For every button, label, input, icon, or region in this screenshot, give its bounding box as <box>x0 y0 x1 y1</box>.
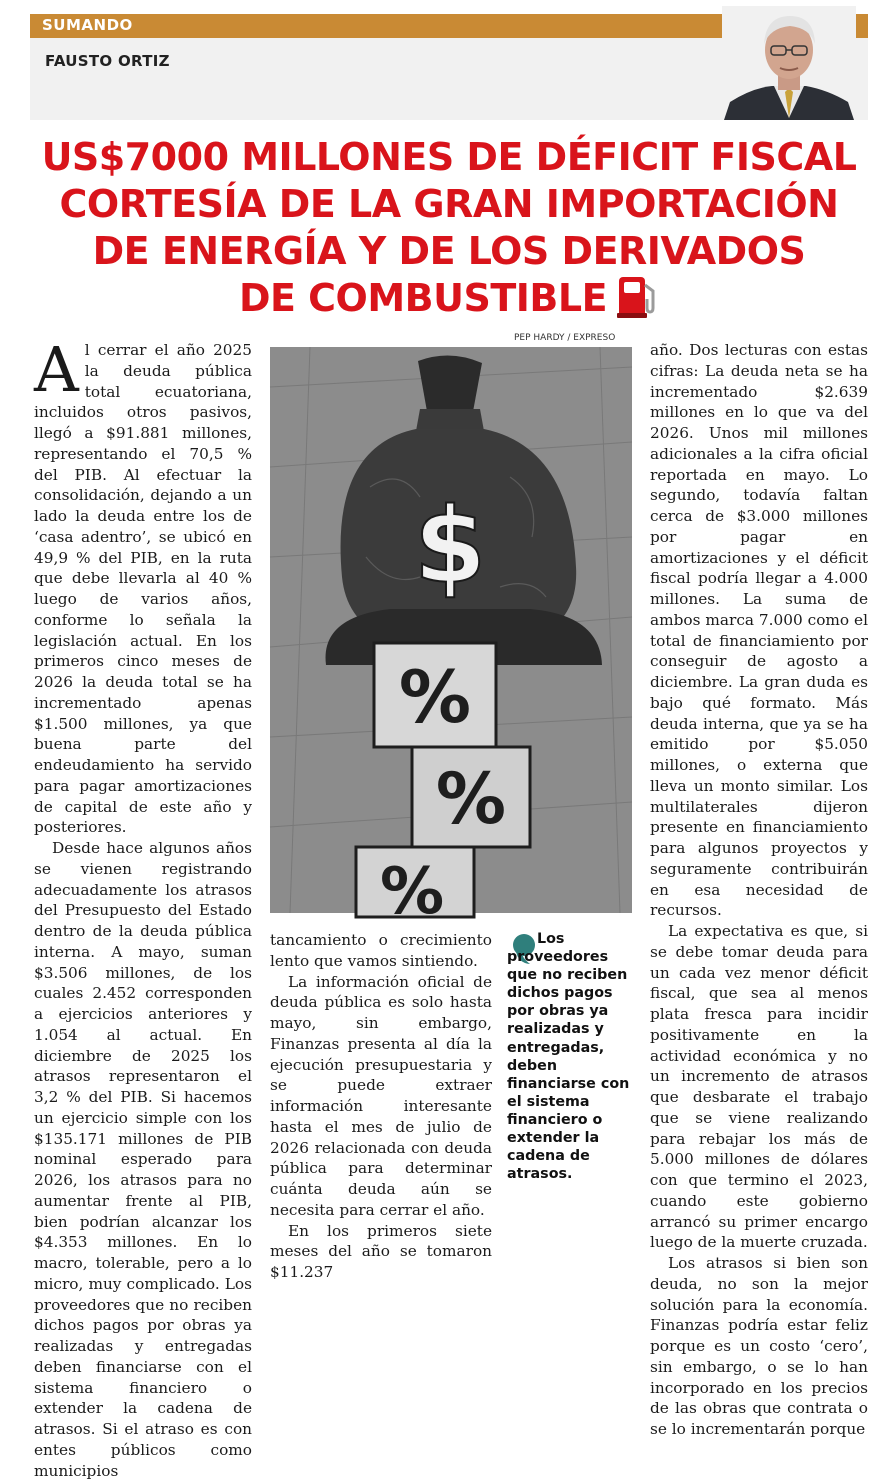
author-name: FAUSTO ORTIZ <box>45 52 170 70</box>
svg-text:$: $ <box>413 485 487 607</box>
headline <box>30 134 868 322</box>
section-label: SUMANDO <box>42 16 133 34</box>
illustration <box>270 347 632 929</box>
svg-text:%: % <box>398 655 472 739</box>
article-column-3 <box>650 340 868 1438</box>
drop-cap: A <box>34 333 79 406</box>
svg-text:%: % <box>435 758 507 840</box>
pull-quote <box>507 930 635 1183</box>
svg-text:%: % <box>379 855 445 929</box>
paragraph-6: año. Dos lecturas con estas cifras: La deuda neta se ha incrementado $2.639 millones en lo que va del 2026. Unos mil millones adicionales a la cifra oficial reportada en mayo. Lo segundo, todavía faltan cerca de $3.000 millones por pagar en amortizaciones y el déficit fiscal podría llegar a 4.000 millones. La suma de ambos marca 7.000 como el total de financiamiento por conseguir de agosto a diciembre. La gran duda es bajo qué formato. Más deuda interna, que ya se ha emitido por $5.050 millones, o externa que lleva un monto similar. Los multilaterales dijeron presente en financiamiento para algunos proyectos y seguramente contribuirán en esa necesidad de recursos. <box>650 341 868 920</box>
headline-line-4: DE COMBUSTIBLE <box>238 276 608 320</box>
paragraph-2: Desde hace algunos años se vienen registrando adecuadamente los atrasos del Presupuesto del Estado dentro de la deuda pública interna. A mayo, suman $3.506 millones, de los cuales 2.452 corresponden a ejercicios anteriores y 1.054 al actual. En diciembre de 2025 los atrasos representaron el 3,2 % del PIB. Si hacemos un ejercicio simple con los $135.171 millones de PIB nominal esperado para 2026, los atrasos para no aumentar frente al PIB, bien podrían alcanzar los $4.353 millones. En lo macro, tolerable, pero a lo micro, muy complicado. Los proveedores que no reciben dichos pagos por obras ya realizadas y entregadas deben financiarse con el sistema financiero o extender la cadena de atrasos. Si el atraso es con entes públicos como municipios <box>34 839 252 1480</box>
paragraph-5: En los primeros siete meses del año se tomaron $11.237 <box>270 1221 492 1281</box>
paragraph-8: Los atrasos si bien son deuda, no son la mejor solución para la economía. Finanzas podría estar feliz porque es un costo ‘cero’, sin embargo, o se lo han incorporado en los precios de las obras que contrata o se lo incrementarán porque <box>650 1254 868 1438</box>
headline-line-1: US$7000 MILLONES DE DÉFICIT FISCAL <box>41 135 857 179</box>
headline-line-3: DE ENERGÍA Y DE LOS DERIVADOS <box>92 229 806 273</box>
fuel-pump-icon <box>615 275 659 319</box>
paragraph-4: La información oficial de deuda pública es solo hasta mayo, sin embargo, Finanzas presenta al día la ejecución presupuestaria y se puede extraer información interesante hasta el mes de julio de 2026 relacionada con deuda pública para determinar cuánta deuda aún se necesita para cerrar el año. <box>270 972 492 1219</box>
paragraph-7: La expectativa es que, si se debe tomar deuda para un cada vez menor déficit fiscal, que sea al menos plata fresca para incidir positivamente en la actividad económica y no un incremento de atrasos que desbarate el trabajo que se viene realizando para rebajar los más de 5.000 millones de dólares con que termino el 2023, cuando este gobierno arrancó su primer encargo luego de la muerte cruzada. <box>650 922 868 1252</box>
pull-quote-text: Los proveedores que no reciben dichos pagos por obras ya realizadas y entregadas, deben financiarse con el sistema financiero o extender la cadena de atrasos. <box>507 931 630 1183</box>
article-column-1 <box>34 333 252 1480</box>
headline-line-4-wrap <box>30 275 868 322</box>
author-portrait <box>722 6 856 120</box>
article-column-2 <box>270 930 492 1281</box>
illustration-credit: PEP HARDY / EXPRESO <box>514 333 616 343</box>
paragraph-1 <box>34 333 252 838</box>
paragraph-3: tancamiento o crecimiento lento que vamos sintiendo. <box>270 931 492 970</box>
paragraph-1-text: l cerrar el año 2025 la deuda pública total ecuatoriana, incluidos otros pasivos, llegó a $91.881 millones, representando el 70,5 % del PIB. Al efectuar la consolidación, dejando a un lado la deuda entre los de ‘casa adentro’, se ubicó en 49,9 % del PIB, en la ruta que debe llevarla al 40 % luego de varios años, conforme lo señala la legislación actual. En los primeros cinco meses de 2026 la deuda total se ha incrementado apenas $1.500 millones, ya que buena parte del endeudamiento ha servido para pagar amortizaciones de capital de este año y posteriores. <box>34 341 252 837</box>
headline-line-2: CORTESÍA DE LA GRAN IMPORTACIÓN <box>59 182 839 226</box>
